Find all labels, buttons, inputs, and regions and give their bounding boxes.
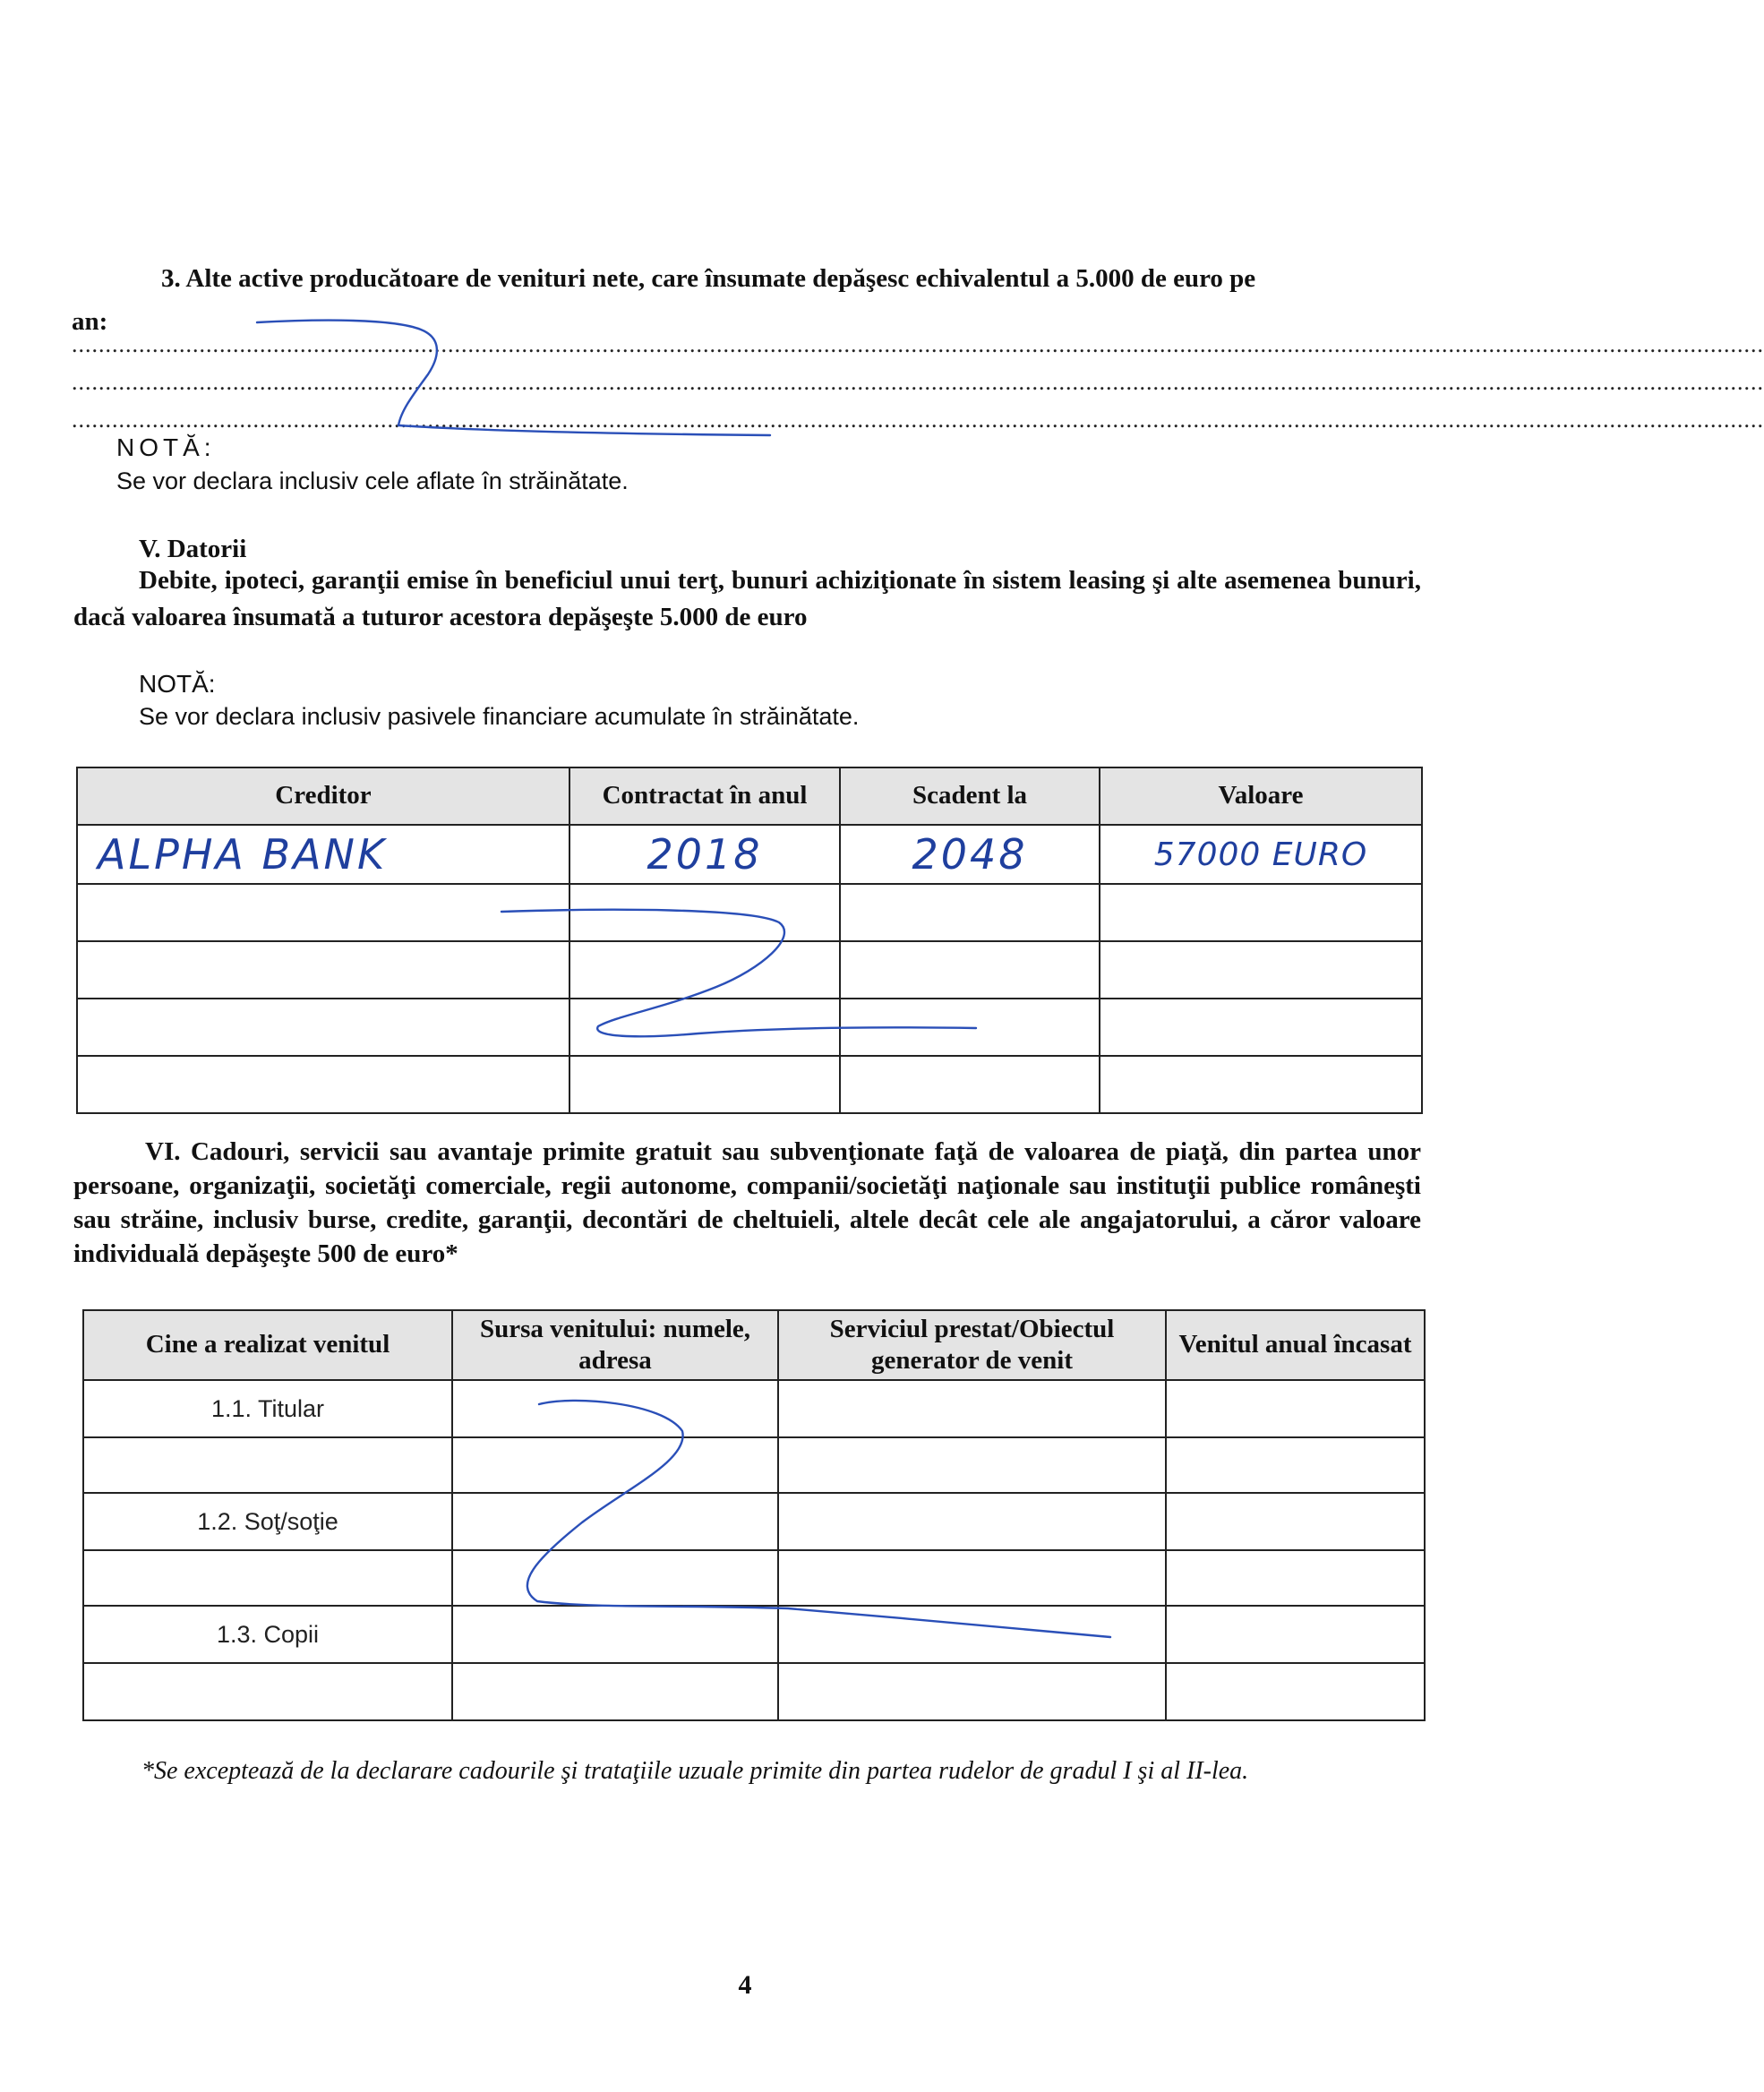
creditor-cell[interactable] [77,999,569,1056]
table-row [83,1663,1425,1720]
service-cell[interactable] [778,1663,1166,1720]
income-cell[interactable] [1166,1550,1425,1606]
row-label-children: 1.3. Copii [83,1606,452,1663]
creditor-cell[interactable] [77,884,569,941]
section-iv-3-note-label: NOTĂ: [116,433,216,461]
due-cell[interactable] [840,825,1100,884]
due-cell[interactable] [840,999,1100,1056]
handwritten-creditor: ALPHA BANK [98,830,388,879]
section-iv-3-title: 3. Alte active producătoare de venituri nete, care însumate depăşesc echivalentul a 5.000 de euro pe [161,264,1256,293]
contract-year-cell[interactable] [569,884,840,941]
table-row [77,999,1422,1056]
table-row [77,941,1422,999]
header-income-source: Sursa venitului: numele, adresa [452,1310,778,1380]
income-cell[interactable] [1166,1606,1425,1663]
dotted-line-1: ............................................................................................................................................................................................................................................................ [72,331,1764,357]
debts-table-header-row [77,767,1422,825]
table-row [77,1056,1422,1113]
gifts-table [82,1309,1426,1721]
table-row [77,825,1422,884]
value-cell[interactable] [1100,941,1422,999]
row-label-titular: 1.1. Titular [83,1380,452,1437]
value-cell[interactable] [1100,999,1422,1056]
row-label-empty [83,1437,452,1493]
table-row [83,1437,1425,1493]
row-label-empty [83,1550,452,1606]
service-cell[interactable] [778,1380,1166,1437]
source-cell[interactable] [452,1663,778,1720]
header-value: Valoare [1100,767,1422,825]
creditor-cell[interactable] [77,825,569,884]
row-label-empty [83,1663,452,1720]
section-v-heading: V. Datorii [139,535,247,563]
header-income-earner: Cine a realizat venitul [83,1310,452,1380]
table-row [83,1380,1425,1437]
source-cell[interactable] [452,1380,778,1437]
handwritten-contract-year: 2018 [647,830,763,879]
gifts-table-header-row [83,1310,1425,1380]
header-contract-year: Contractat în anul [569,767,840,825]
service-cell[interactable] [778,1437,1166,1493]
section-iv-3-title-end: an: [72,307,108,336]
value-cell[interactable] [1100,884,1422,941]
section-vi-description: VI. Cadouri, servicii sau avantaje primite gratuit sau subvenţionate faţă de valoarea de piaţă, din partea unor persoane, organizaţii, societăţi comerciale, regii autonome, companii/societăţi naţionale sau instituţii publice româneşti sau străine, inclusiv burse, credite, garanţii, decontări de cheltuieli, altele decât cele ale angajatorului, a căror valoare individuală depăşeşte 500 de euro* [73,1137,1421,1268]
income-cell[interactable] [1166,1663,1425,1720]
contract-year-cell[interactable] [569,1056,840,1113]
contract-year-cell[interactable] [569,941,840,999]
debts-table [76,767,1423,1114]
source-cell[interactable] [452,1493,778,1550]
table-row [83,1493,1425,1550]
footnote: *Se exceptează de la declarare cadourile şi trataţiile uzuale primite din partea rudelor de gradul I şi al II-lea. [141,1757,1249,1785]
header-annual-income: Venitul anual încasat [1166,1310,1425,1380]
creditor-cell[interactable] [77,941,569,999]
section-iv-3-note-text: Se vor declara inclusiv cele aflate în străinătate. [116,467,629,494]
service-cell[interactable] [778,1493,1166,1550]
source-cell[interactable] [452,1606,778,1663]
income-cell[interactable] [1166,1493,1425,1550]
dotted-line-2: ............................................................................................................................................................................................................................................................ [72,369,1764,395]
income-cell[interactable] [1166,1437,1425,1493]
dotted-line-3: ............................................................................................................................................................................................................................................................ [72,407,1764,433]
section-v-note-label: NOTĂ: [139,670,216,698]
header-service-object: Serviciul prestat/Obiectul generator de venit [778,1310,1166,1380]
income-cell[interactable] [1166,1380,1425,1437]
value-cell[interactable] [1100,1056,1422,1113]
due-cell[interactable] [840,1056,1100,1113]
table-row [83,1550,1425,1606]
header-due: Scadent la [840,767,1100,825]
contract-year-cell[interactable] [569,999,840,1056]
table-row [77,884,1422,941]
page-number: 4 [738,1970,752,2000]
section-v-note-text: Se vor declara inclusiv pasivele financiare acumulate în străinătate. [139,703,860,730]
section-v-description: Debite, ipoteci, garanţii emise în beneficiul unui terţ, bunuri achiziţionate în sistem leasing şi alte asemenea bunuri, dacă valoarea însumată a tuturor acestora depăşeşte 5.000 de euro [73,566,1421,632]
creditor-cell[interactable] [77,1056,569,1113]
source-cell[interactable] [452,1437,778,1493]
handwritten-value: 57000 EURO [1153,836,1368,873]
handwritten-due: 2048 [912,830,1028,879]
contract-year-cell[interactable] [569,825,840,884]
row-label-spouse: 1.2. Soţ/soţie [83,1493,452,1550]
source-cell[interactable] [452,1550,778,1606]
service-cell[interactable] [778,1606,1166,1663]
due-cell[interactable] [840,941,1100,999]
due-cell[interactable] [840,884,1100,941]
table-row [83,1606,1425,1663]
value-cell[interactable] [1100,825,1422,884]
service-cell[interactable] [778,1550,1166,1606]
header-creditor: Creditor [77,767,569,825]
